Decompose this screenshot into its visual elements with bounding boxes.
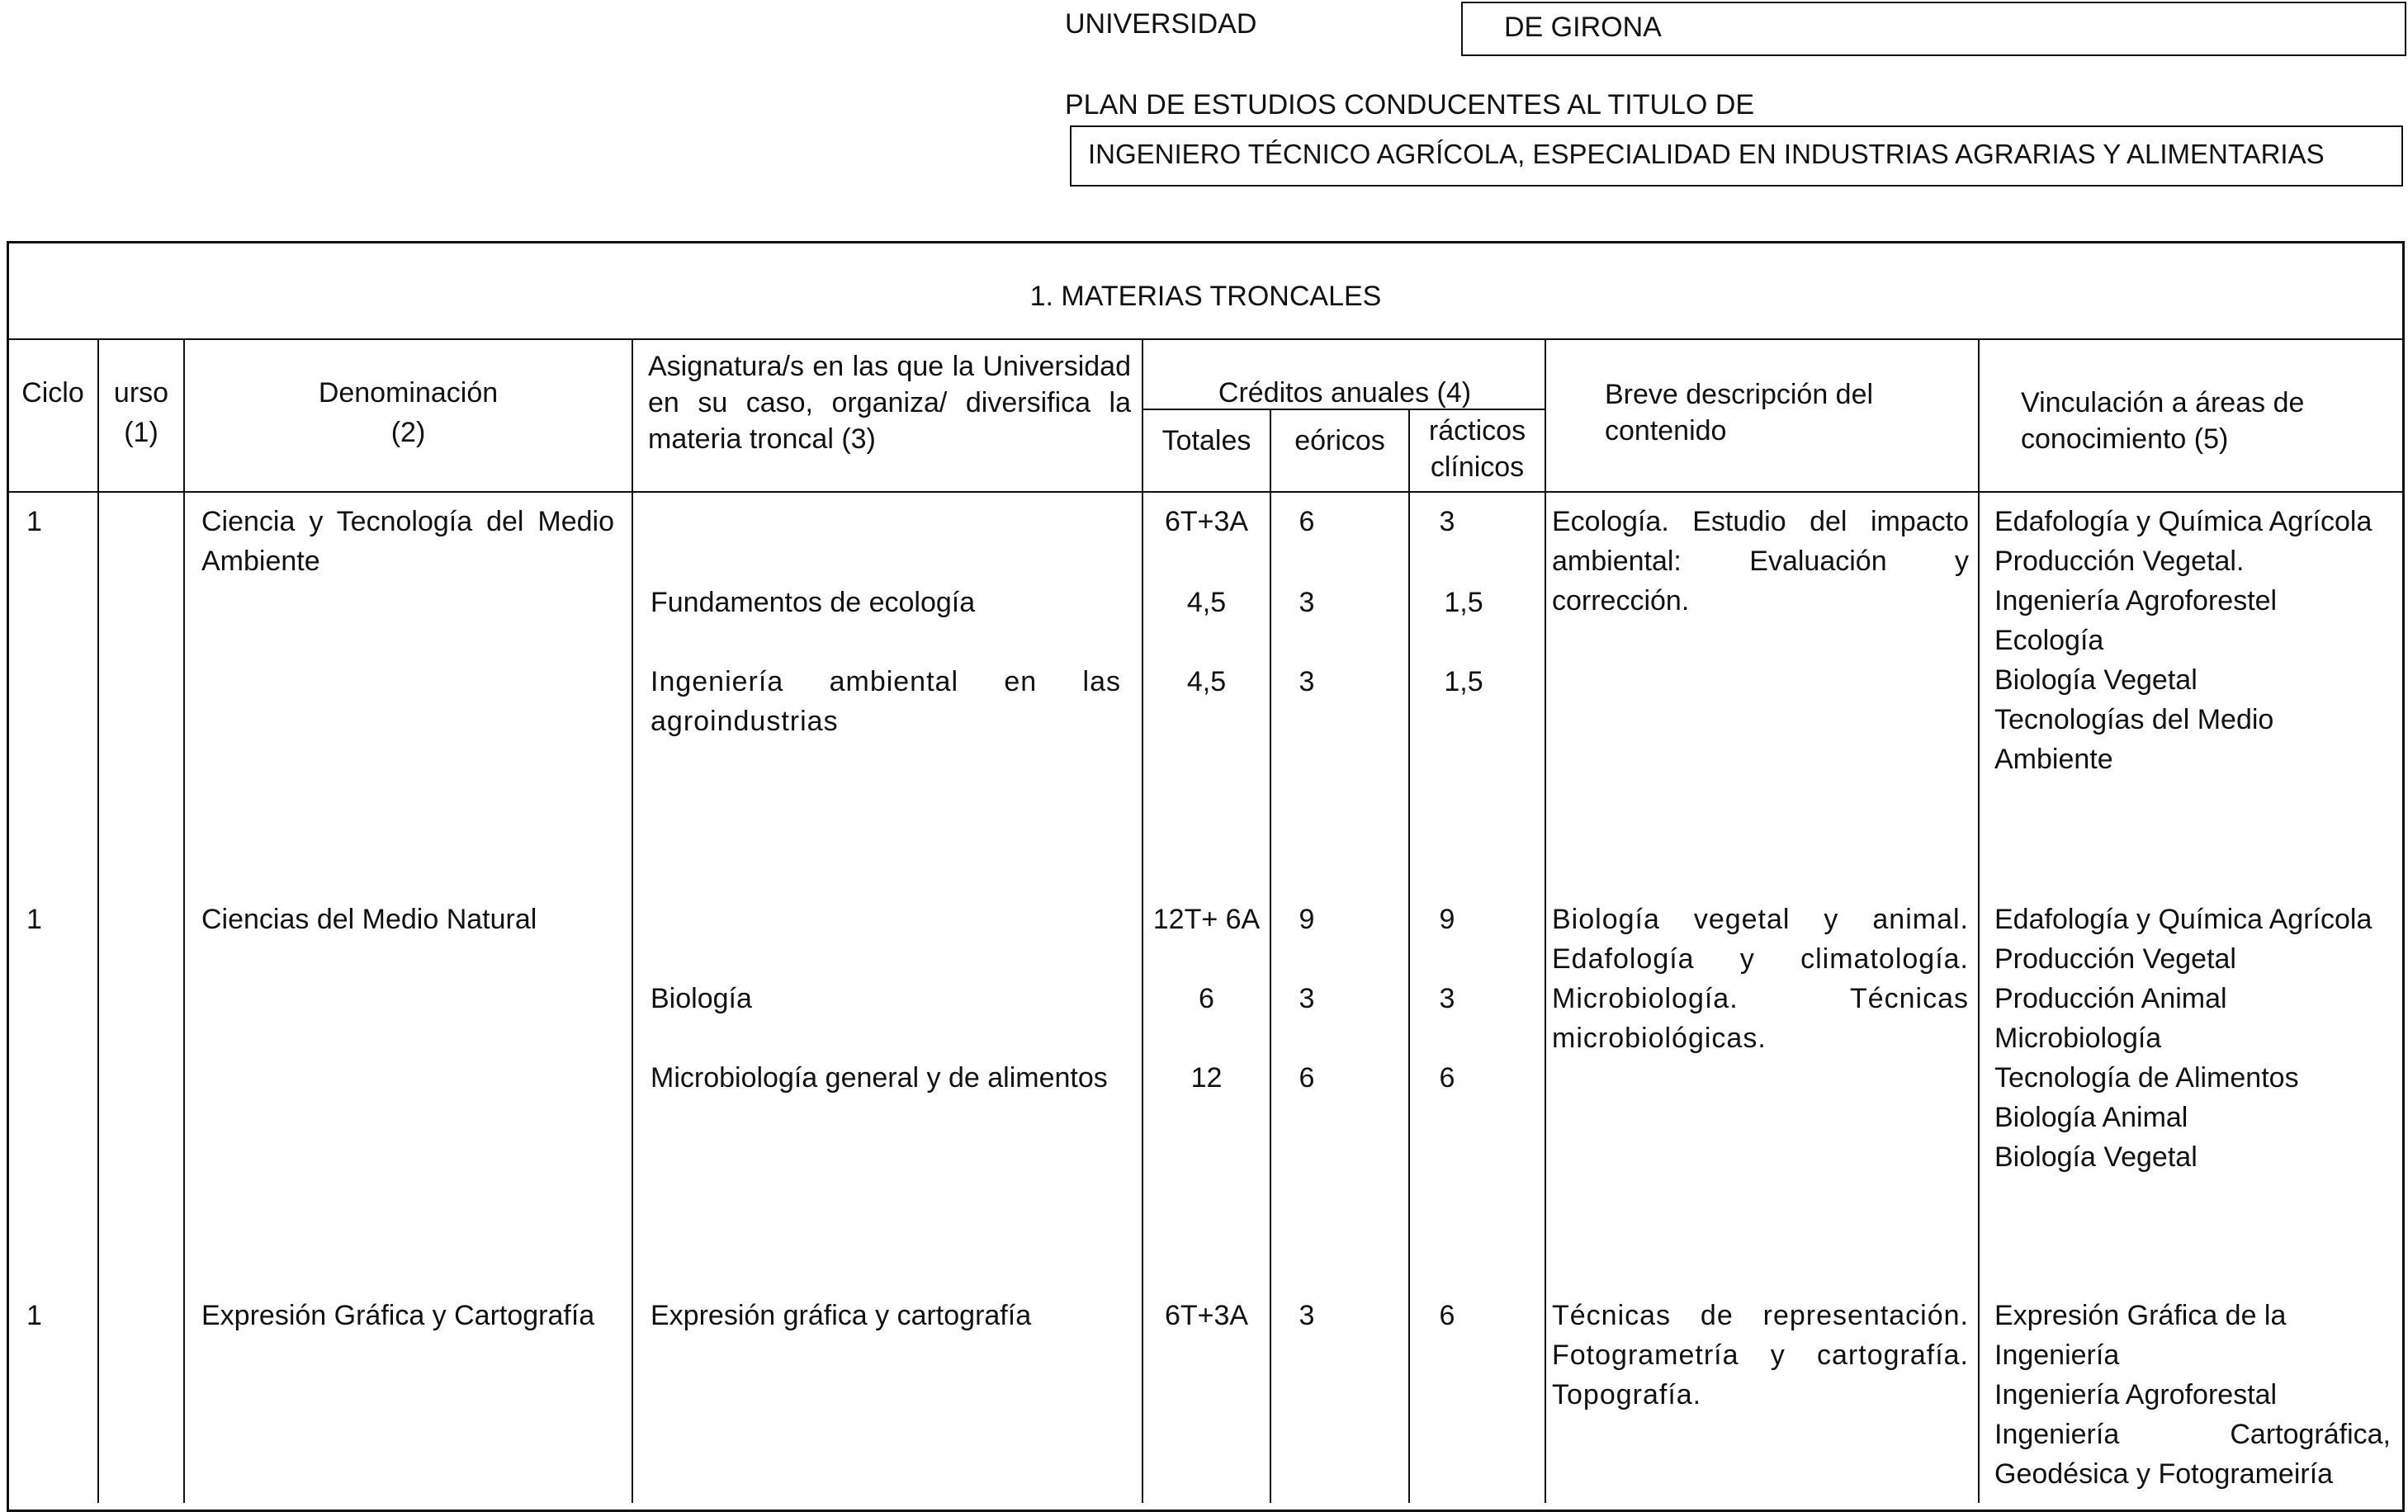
title-divider [7, 338, 2405, 340]
col-line [1270, 409, 1271, 1503]
row3-totales: 6T+3A [1164, 1300, 1249, 1331]
row1-asig2-totales: 4,5 [1186, 666, 1227, 697]
row3-teoricos: 3 [1299, 1300, 1315, 1331]
row1-asig1-teoricos: 3 [1299, 587, 1315, 618]
col-header-ciclo: Ciclo [21, 377, 84, 409]
row1-asig2-name: Ingeniería ambiental en las agroindustrias [650, 666, 1121, 737]
row1-area: Producción Vegetal. [1994, 546, 2245, 577]
col-header-teoricos: eóricos [1294, 425, 1385, 456]
row1-area: Biología Vegetal [1994, 664, 2197, 696]
row2-practicos: 9 [1439, 904, 1455, 935]
row2-area: Biología Animal [1994, 1102, 2188, 1133]
row2-area: Microbiología [1994, 1023, 2162, 1054]
row2-asig2-totales: 12 [1190, 1062, 1223, 1094]
col-line [1978, 338, 1980, 1503]
row3-asig1-name: Expresión gráfica y cartografía [650, 1300, 1032, 1331]
row2-asig2-practicos: 6 [1439, 1062, 1455, 1094]
row3-practicos: 6 [1439, 1300, 1455, 1331]
row2-totales: 12T+ 6A [1152, 904, 1261, 935]
plan-value: INGENIERO TÉCNICO AGRÍCOLA, ESPECIALIDAD EN INDUSTRIAS AGRARIAS Y ALIMENTARIAS [1088, 139, 2325, 169]
row1-practicos: 3 [1439, 506, 1455, 537]
row2-asig1-practicos: 3 [1439, 983, 1455, 1014]
row2-area: Biología Vegetal [1994, 1141, 2197, 1173]
header-divider [7, 491, 2405, 493]
row1-totales: 6T+3A [1164, 506, 1249, 537]
row2-asig2-name: Microbiología general y de alimentos [650, 1062, 1108, 1094]
row3-area: Expresión Gráfica de la Ingeniería [1994, 1300, 2287, 1371]
table-title: 1. MATERIAS TRONCALES [1029, 281, 1382, 312]
col-line [183, 338, 185, 1503]
university-label: UNIVERSIDAD [1065, 8, 1257, 40]
row1-asig2-teoricos: 3 [1299, 666, 1315, 697]
row2-asig1-totales: 6 [1199, 983, 1214, 1014]
row2-asig1-teoricos: 3 [1299, 983, 1315, 1014]
row2-vinculacion [1994, 900, 2391, 1177]
row1-ciclo: 1 [26, 506, 42, 537]
row3-descripcion: Técnicas de representación. Fotogrametría y cartografía. Topografía. [1552, 1300, 1969, 1410]
col-header-practicos: rácticos clínicos [1428, 415, 1526, 483]
col-header-creditos: Créditos anuales (4) [1218, 377, 1472, 409]
col-header-asignaturas: Asignatura/s en las que la Universidad en su caso, organiza/ diversifica la materia troncal (3) [648, 351, 1131, 455]
col-header-vinculacion: Vinculación a áreas de conocimiento (5) [2021, 387, 2305, 455]
col-header-curso: urso (1) [113, 377, 169, 448]
university-field [1461, 2, 2406, 56]
row2-area: Edafología y Química Agrícola [1994, 904, 2373, 935]
row2-denominacion: Ciencias del Medio Natural [201, 904, 537, 935]
row2-ciclo: 1 [26, 904, 42, 935]
row3-denominacion: Expresión Gráfica y Cartografía [201, 1300, 595, 1331]
row3-vinculacion [1994, 1296, 2391, 1494]
row2-asig2-teoricos: 6 [1299, 1062, 1315, 1094]
row1-asig2-practicos: 1,5 [1444, 666, 1483, 697]
row1-area: Ecología [1994, 625, 2104, 656]
col-line [97, 338, 99, 1503]
row2-descripcion: Biología vegetal y animal. Edafología y climatología. Microbiología. Técnicas microbiológicas. [1552, 904, 1969, 1054]
row2-area: Producción Animal [1994, 983, 2227, 1014]
col-header-descripcion: Breve descripción del contenido [1605, 379, 1874, 447]
row2-area: Tecnología de Alimentos [1994, 1062, 2299, 1094]
row1-area: Tecnologías del Medio Ambiente [1994, 704, 2274, 775]
row1-asig1-practicos: 1,5 [1444, 587, 1483, 618]
col-header-denominacion: Denominación (2) [318, 377, 499, 448]
row3-area: Ingeniería Agroforestal [1994, 1379, 2278, 1410]
row3-area: Ingeniería Cartográfica, Geodésica y Fotogrameiría [1994, 1419, 2391, 1490]
plan-label: PLAN DE ESTUDIOS CONDUCENTES AL TITULO DE [1065, 89, 1755, 120]
row1-area: Ingeniería Agroforestel [1994, 585, 2278, 617]
row1-denominacion: Ciencia y Tecnología del Medio Ambiente [201, 506, 614, 577]
row2-teoricos: 9 [1299, 904, 1315, 935]
row1-vinculacion [1994, 502, 2391, 779]
row1-descripcion: Ecología. Estudio del impacto ambiental: Evaluación y corrección. [1552, 506, 1969, 617]
col-header-totales: Totales [1161, 425, 1251, 456]
row1-asig1-name: Fundamentos de ecología [650, 587, 976, 618]
row1-area: Edafología y Química Agrícola [1994, 506, 2373, 537]
row1-teoricos: 6 [1299, 506, 1315, 537]
row3-ciclo: 1 [26, 1300, 42, 1331]
university-value: DE GIRONA [1504, 12, 1662, 43]
row2-area: Producción Vegetal [1994, 943, 2236, 975]
col-line [1545, 338, 1546, 1503]
col-line [1408, 409, 1410, 1503]
col-line [632, 338, 633, 1503]
row1-asig1-totales: 4,5 [1186, 587, 1227, 618]
row2-asig1-name: Biología [650, 983, 752, 1014]
plan-field [1070, 125, 2403, 187]
